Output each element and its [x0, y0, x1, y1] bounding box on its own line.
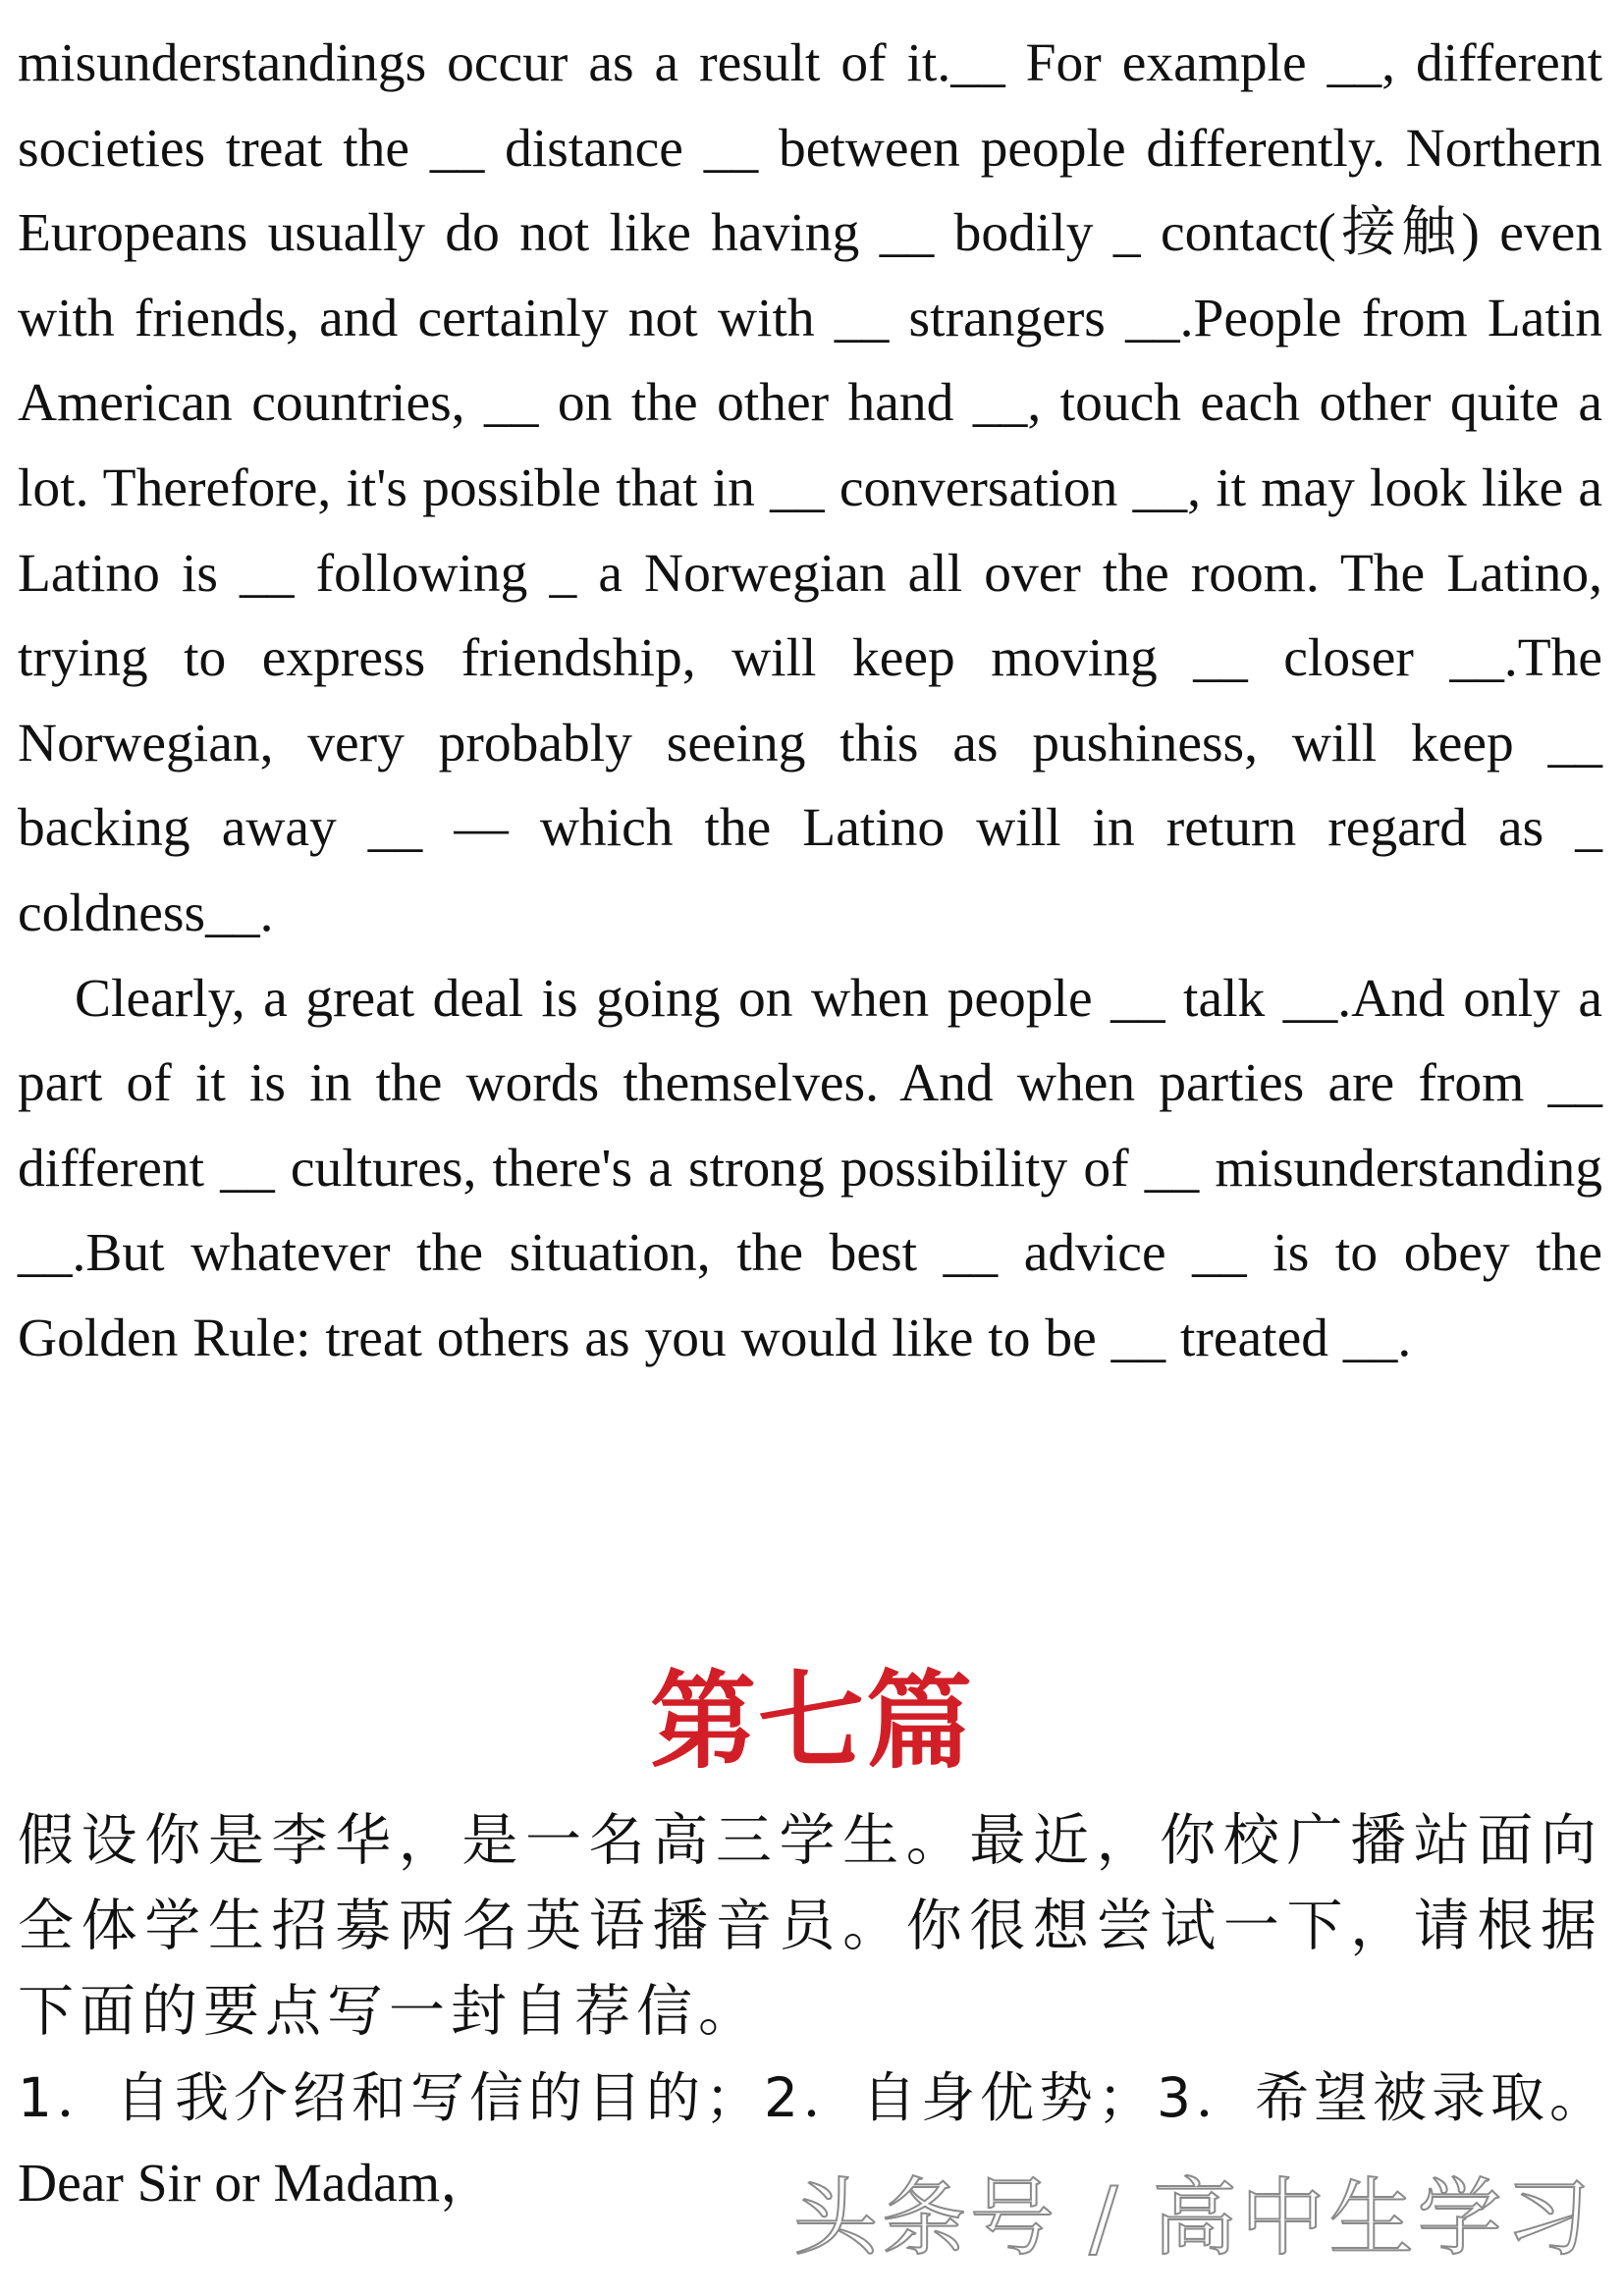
passage-body: [18, 22, 1602, 1382]
watermark: 头条号 / 高中生学习: [793, 2169, 1595, 2268]
writing-prompt: 假设你是李华，是一名高三学生。最近，你校广播站面向全体学生招募两名英语播音员。你很想尝试一下，请根据下面的要点写一封自荐信。: [18, 1808, 1602, 2044]
passage-paragraph-1: misunderstandings occur as a result of it.__ For example __, different societies treat the __ distance __ between people differently. Northern Europeans usually do not like having __ bodily _ contact(接触) even with friends, and certainly not with __ strangers __.People from Latin American countries, __ on the other hand __, touch each other quite a lot. Therefore, it's possible that in __ conversation __, it may look like a Latino is __ following _ a Norwegian all over the room. The Latino, trying to express friendship, will keep moving __ closer __.The Norwegian, very probably seeing this as pushiness, will keep __ backing away __ — which the Latino will in return regard as _ coldness__.: [18, 33, 1602, 943]
letter-salutation: Dear Sir or Madam，: [18, 2154, 495, 2214]
writing-points: 1．自我介绍和写信的目的；2．自身优势；3．希望被录取。: [18, 2066, 1608, 2129]
section-title: 第七篇: [649, 1661, 974, 1784]
passage-paragraph-2: Clearly, a great deal is going on when people __ talk __.And only a part of it is in the words themselves. And when parties are from __ different __ cultures, there's a strong possibility of __ misunderstanding __.But whatever the situation, the best __ advice __ is to obey the Golden Rule: treat others as you would like to be __ treated __.: [18, 968, 1602, 1368]
